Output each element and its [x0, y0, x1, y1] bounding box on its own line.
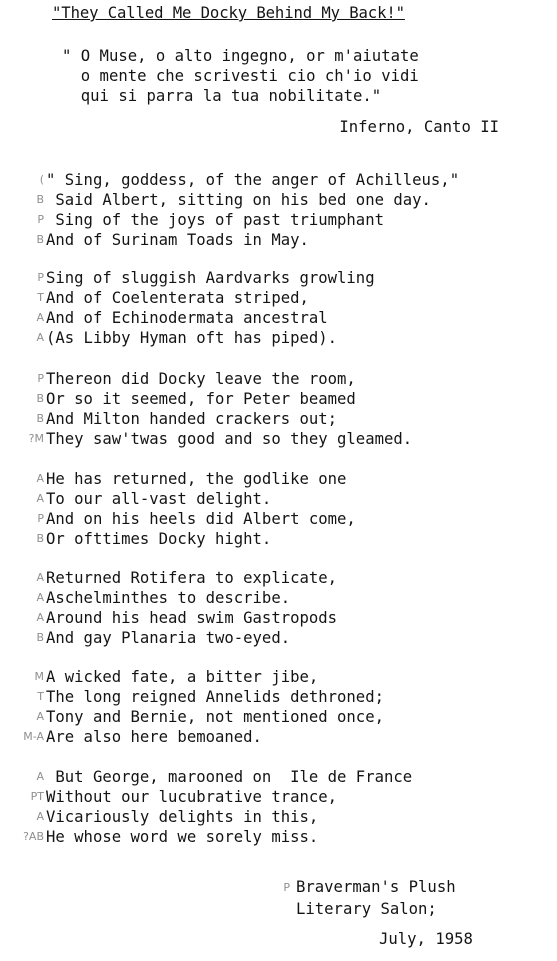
- poem-line: [0, 529, 557, 549]
- epigraph-line: qui si parra la tua nobilitate.": [62, 87, 382, 105]
- poem-line: [0, 727, 557, 747]
- poem-line: [0, 767, 557, 787]
- poem-line: [0, 807, 557, 827]
- handwritten-initial: ?M: [28, 432, 44, 445]
- poem-line: [0, 190, 557, 210]
- poem-line: [0, 409, 557, 429]
- handwritten-initial: T: [37, 291, 44, 304]
- poem-line: [0, 469, 557, 489]
- signature-line: Braverman's Plush: [296, 878, 456, 896]
- handwritten-initial: PT: [30, 790, 44, 803]
- poem-line-text: Without our lucubrative trance,: [46, 788, 338, 806]
- signature-line: Literary Salon;: [296, 900, 437, 918]
- handwritten-initial: A: [36, 492, 44, 505]
- stanza: [0, 469, 557, 549]
- stanza: [0, 667, 557, 747]
- handwritten-initial: P: [37, 213, 44, 226]
- poem-line: [0, 308, 557, 328]
- handwritten-initial: M-A: [23, 730, 44, 743]
- handwritten-initial: P: [37, 512, 44, 525]
- poem-line-text: Aschelminthes to describe.: [46, 589, 291, 607]
- poem-line: [0, 369, 557, 389]
- handwritten-initial: A: [36, 571, 44, 584]
- handwritten-initial: B: [36, 532, 44, 545]
- stanza: [0, 767, 557, 847]
- poem-line: [0, 509, 557, 529]
- poem-line-text: Vicariously delights in this,: [46, 808, 319, 826]
- poem-line: [0, 210, 557, 230]
- handwritten-initial: B: [36, 631, 44, 644]
- poem-line-text: And Milton handed crackers out;: [46, 410, 338, 428]
- poem-line-text: The long reigned Annelids dethroned;: [46, 688, 384, 706]
- handwritten-initial: P: [37, 271, 44, 284]
- poem-line-text: To our all-vast delight.: [46, 490, 272, 508]
- poem-line-text: Around his head swim Gastropods: [46, 609, 338, 627]
- handwritten-initial: A: [36, 472, 44, 485]
- epigraph-citation: Inferno, Canto II: [339, 118, 499, 136]
- poem-line: [0, 230, 557, 250]
- handwritten-initial: (: [39, 173, 44, 186]
- handwritten-initial: B: [36, 233, 44, 246]
- poem-line: [0, 687, 557, 707]
- poem-line-text: Are also here bemoaned.: [46, 728, 262, 746]
- poem-line-text: Or so it seemed, for Peter beamed: [46, 390, 356, 408]
- poem-line: [0, 568, 557, 588]
- handwritten-initial: B: [36, 412, 44, 425]
- poem-line-text: And of Surinam Toads in May.: [46, 231, 309, 249]
- poem-line-text: And gay Planaria two-eyed.: [46, 629, 291, 647]
- stanza: [0, 568, 557, 648]
- poem-line-text: Sing of sluggish Aardvarks growling: [46, 269, 375, 287]
- stanza: [0, 369, 557, 449]
- epigraph: [62, 46, 419, 106]
- epigraph-line: o mente che scrivesti cio ch'io vidi: [62, 67, 419, 85]
- poem-line-text: Said Albert, sitting on his bed one day.: [46, 191, 431, 209]
- handwritten-initial: A: [36, 710, 44, 723]
- poem-line: [0, 827, 557, 847]
- poem-line-text: Returned Rotifera to explicate,: [46, 569, 338, 587]
- poem-line: [0, 389, 557, 409]
- signature-date: July, 1958: [379, 930, 473, 948]
- poem-line-text: And of Echinodermata ancestral: [46, 309, 328, 327]
- poem-line-text: He has returned, the godlike one: [46, 470, 347, 488]
- poem-line: [0, 328, 557, 348]
- handwritten-initial: A: [36, 770, 44, 783]
- handwritten-initial: P: [283, 881, 290, 894]
- handwritten-initial: M: [34, 670, 44, 683]
- poem-line-text: And on his heels did Albert come,: [46, 510, 356, 528]
- handwritten-initial: A: [36, 810, 44, 823]
- poem-line: [0, 707, 557, 727]
- poem-line: [0, 608, 557, 628]
- poem-line-text: A wicked fate, a bitter jibe,: [46, 668, 319, 686]
- poem-line: [0, 429, 557, 449]
- handwritten-initial: ?AB: [23, 830, 44, 843]
- poem-line: [0, 588, 557, 608]
- poem-line-text: Or ofttimes Docky hight.: [46, 530, 272, 548]
- poem-line: [0, 667, 557, 687]
- handwritten-initial: A: [36, 591, 44, 604]
- handwritten-initial: A: [36, 331, 44, 344]
- poem-line-text: And of Coelenterata striped,: [46, 289, 309, 307]
- poem-line: [0, 268, 557, 288]
- poem-line-text: " Sing, goddess, of the anger of Achilleus,": [46, 171, 460, 189]
- poem-line: [0, 628, 557, 648]
- poem-line-text: He whose word we sorely miss.: [46, 828, 319, 846]
- handwritten-initial: A: [36, 311, 44, 324]
- poem-line: [0, 288, 557, 308]
- poem-line-text: They saw'twas good and so they gleamed.: [46, 430, 413, 448]
- epigraph-line: " O Muse, o alto ingegno, or m'aiutate: [62, 47, 419, 65]
- handwritten-initial: T: [37, 690, 44, 703]
- poem-line-text: Sing of the joys of past triumphant: [46, 211, 384, 229]
- handwritten-initial: A: [36, 611, 44, 624]
- poem-line-text: Tony and Bernie, not mentioned once,: [46, 708, 384, 726]
- poem-line: [0, 170, 557, 190]
- handwritten-initial: B: [36, 193, 44, 206]
- poem-line-text: (As Libby Hyman oft has piped).: [46, 329, 338, 347]
- poem-line-text: But George, marooned on Ile de France: [46, 768, 413, 786]
- poem-line: [0, 489, 557, 509]
- poem-line-text: Thereon did Docky leave the room,: [46, 370, 356, 388]
- handwritten-initial: B: [36, 392, 44, 405]
- poem-line: [0, 787, 557, 807]
- handwritten-initial: P: [37, 372, 44, 385]
- stanza: [0, 170, 557, 250]
- poem-title: "They Called Me Docky Behind My Back!": [52, 4, 405, 22]
- stanza: [0, 268, 557, 348]
